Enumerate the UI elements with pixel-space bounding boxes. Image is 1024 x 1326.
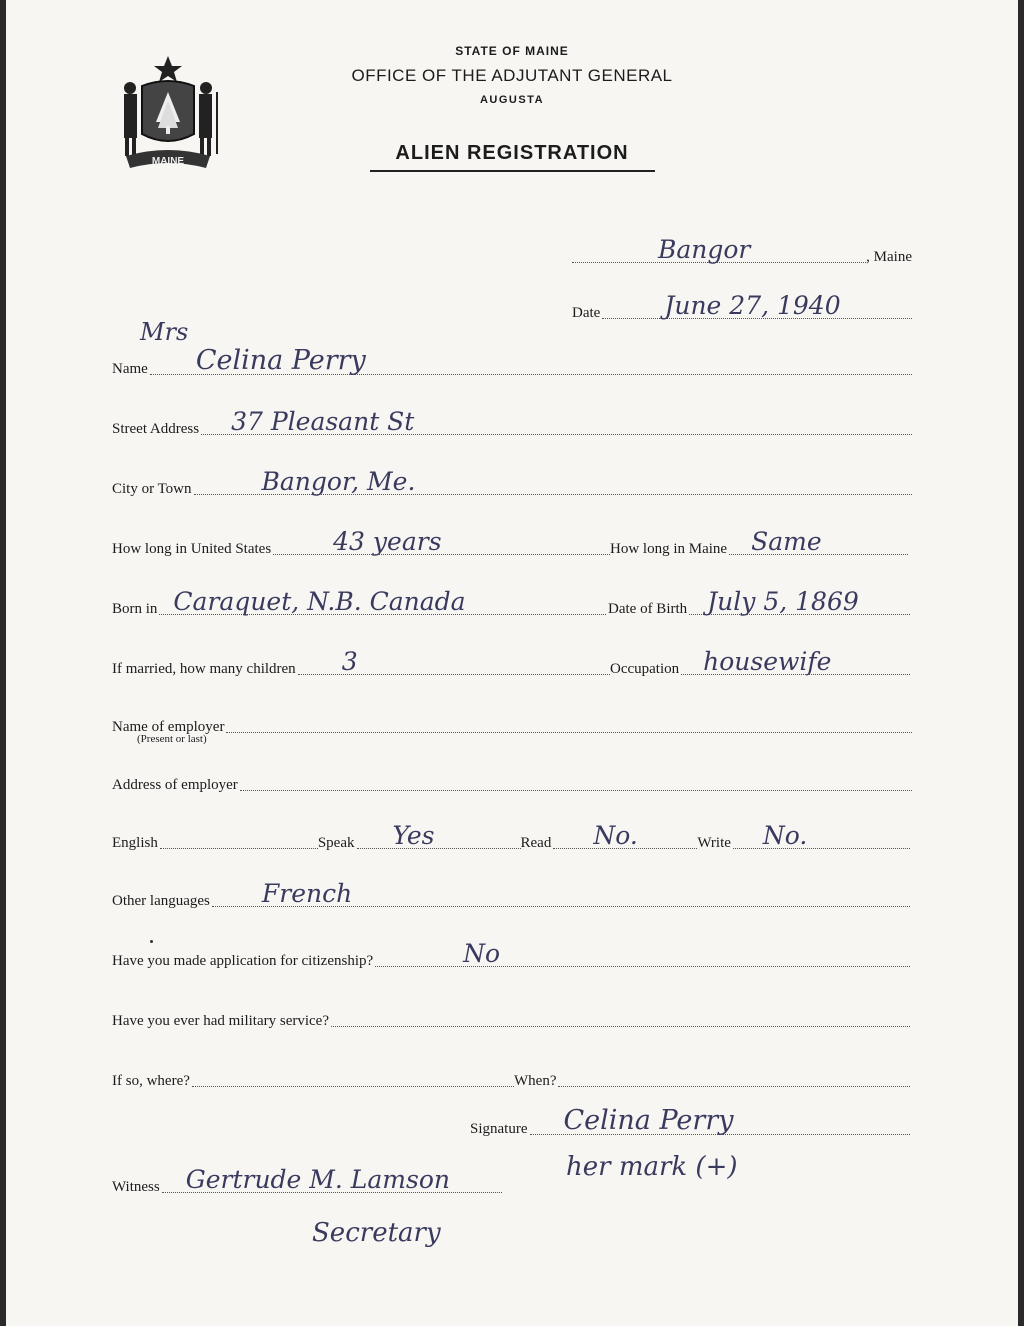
languages-value: French [261, 879, 353, 908]
place-value: Bangor [658, 235, 751, 264]
citizenship-label: Have you made application for citizenship? [112, 953, 374, 969]
date-row [572, 291, 912, 322]
dob-row [608, 587, 910, 618]
seal-banner-text: MAINE [151, 156, 185, 167]
languages-label: Other languages [112, 893, 210, 909]
title-underline [370, 170, 655, 172]
state-heading: STATE OF MAINE [455, 44, 569, 58]
maine-duration-row [610, 527, 908, 558]
date-field[interactable] [602, 291, 912, 320]
write-label: Write [697, 835, 731, 851]
us-duration-field[interactable] [273, 527, 610, 556]
employer-address-row [112, 770, 912, 794]
occupation-row [610, 647, 910, 678]
city-row [112, 467, 912, 498]
place-field[interactable] [572, 235, 866, 264]
speak-value: Yes [392, 821, 435, 850]
stray-mark [150, 940, 153, 943]
signature-field[interactable] [530, 1105, 911, 1136]
born-field[interactable] [159, 587, 606, 616]
when-row [514, 1066, 910, 1090]
witness-label: Witness [112, 1179, 160, 1195]
languages-row [112, 879, 910, 910]
signature-value: Celina Perry [563, 1105, 734, 1136]
speak-label: Speak [317, 835, 355, 851]
signature-row [470, 1105, 910, 1138]
maine-duration-field[interactable] [729, 527, 908, 556]
where-label: If so, where? [112, 1073, 190, 1089]
signature-label: Signature [470, 1121, 528, 1137]
write-field[interactable] [733, 821, 910, 850]
military-row [112, 1006, 910, 1030]
scan-border-left [0, 0, 6, 1326]
street-row [112, 407, 912, 438]
maine-duration-label: How long in Maine [610, 541, 728, 557]
name-row [112, 345, 912, 378]
office-heading: OFFICE OF THE ADJUTANT GENERAL [351, 66, 673, 85]
employer-sublabel: (Present or last) [137, 733, 207, 745]
street-label: Street Address [112, 421, 200, 437]
children-row [112, 647, 610, 678]
city-heading: AUGUSTA [479, 94, 545, 106]
dob-label: Date of Birth [608, 601, 688, 617]
born-label: Born in [112, 601, 158, 617]
witness-title: Secretary [312, 1218, 441, 1248]
english-label: English [112, 835, 158, 851]
name-field[interactable] [150, 345, 912, 376]
employer-name-field[interactable] [226, 716, 912, 733]
english-gap [160, 832, 318, 849]
street-value: 37 Pleasant St [231, 407, 415, 436]
read-label: Read [520, 835, 552, 851]
employer-name-label: Name of employer [112, 719, 225, 735]
english-row [112, 821, 910, 852]
citizenship-row [112, 939, 910, 970]
occupation-field[interactable] [681, 647, 910, 676]
city-label: City or Town [112, 481, 192, 497]
form-title: ALIEN REGISTRATION [395, 142, 629, 164]
citizenship-value: No [463, 939, 501, 968]
children-value: 3 [341, 647, 358, 676]
military-label: Have you ever had military service? [112, 1013, 329, 1029]
speak-field[interactable] [357, 821, 521, 850]
occupation-label: Occupation [610, 661, 680, 677]
signature-mark: her mark (+) [566, 1152, 738, 1182]
witness-value: Gertrude M. Lamson [185, 1165, 450, 1194]
date-label: Date [572, 305, 601, 321]
read-field[interactable] [553, 821, 697, 850]
us-duration-label: How long in United States [112, 541, 272, 557]
read-value: No. [593, 821, 638, 850]
witness-field[interactable] [162, 1165, 502, 1194]
when-label: When? [514, 1073, 557, 1089]
write-value: No. [762, 821, 808, 850]
place-suffix: , Maine [866, 249, 912, 265]
dob-field[interactable] [689, 587, 910, 616]
us-duration-value: 43 years [333, 527, 442, 556]
employer-address-label: Address of employer [112, 777, 238, 793]
occupation-value: housewife [703, 647, 832, 676]
employer-name-row [112, 712, 912, 736]
city-value: Bangor, Me. [261, 467, 416, 496]
name-label: Name [112, 361, 148, 377]
name-value: Celina Perry [195, 345, 366, 376]
us-duration-row [112, 527, 610, 558]
city-field[interactable] [194, 467, 912, 496]
maine-duration-value: Same [751, 527, 822, 556]
citizenship-field[interactable] [375, 939, 910, 968]
date-value: June 27, 1940 [664, 291, 841, 320]
place-row [572, 235, 914, 266]
witness-row [112, 1165, 502, 1196]
scan-border-right [1018, 0, 1024, 1326]
where-field[interactable] [192, 1070, 514, 1087]
children-field[interactable] [298, 647, 610, 676]
born-value: Caraquet, N.B. Canada [173, 587, 466, 616]
name-prefix: Mrs [140, 318, 189, 346]
born-row [112, 587, 606, 618]
when-field[interactable] [558, 1070, 910, 1087]
street-field[interactable] [201, 407, 912, 436]
military-field[interactable] [331, 1010, 910, 1027]
where-row [112, 1066, 514, 1090]
children-label: If married, how many children [112, 661, 296, 677]
dob-value: July 5, 1869 [707, 587, 859, 616]
languages-field[interactable] [212, 879, 910, 908]
employer-address-field[interactable] [240, 774, 912, 791]
